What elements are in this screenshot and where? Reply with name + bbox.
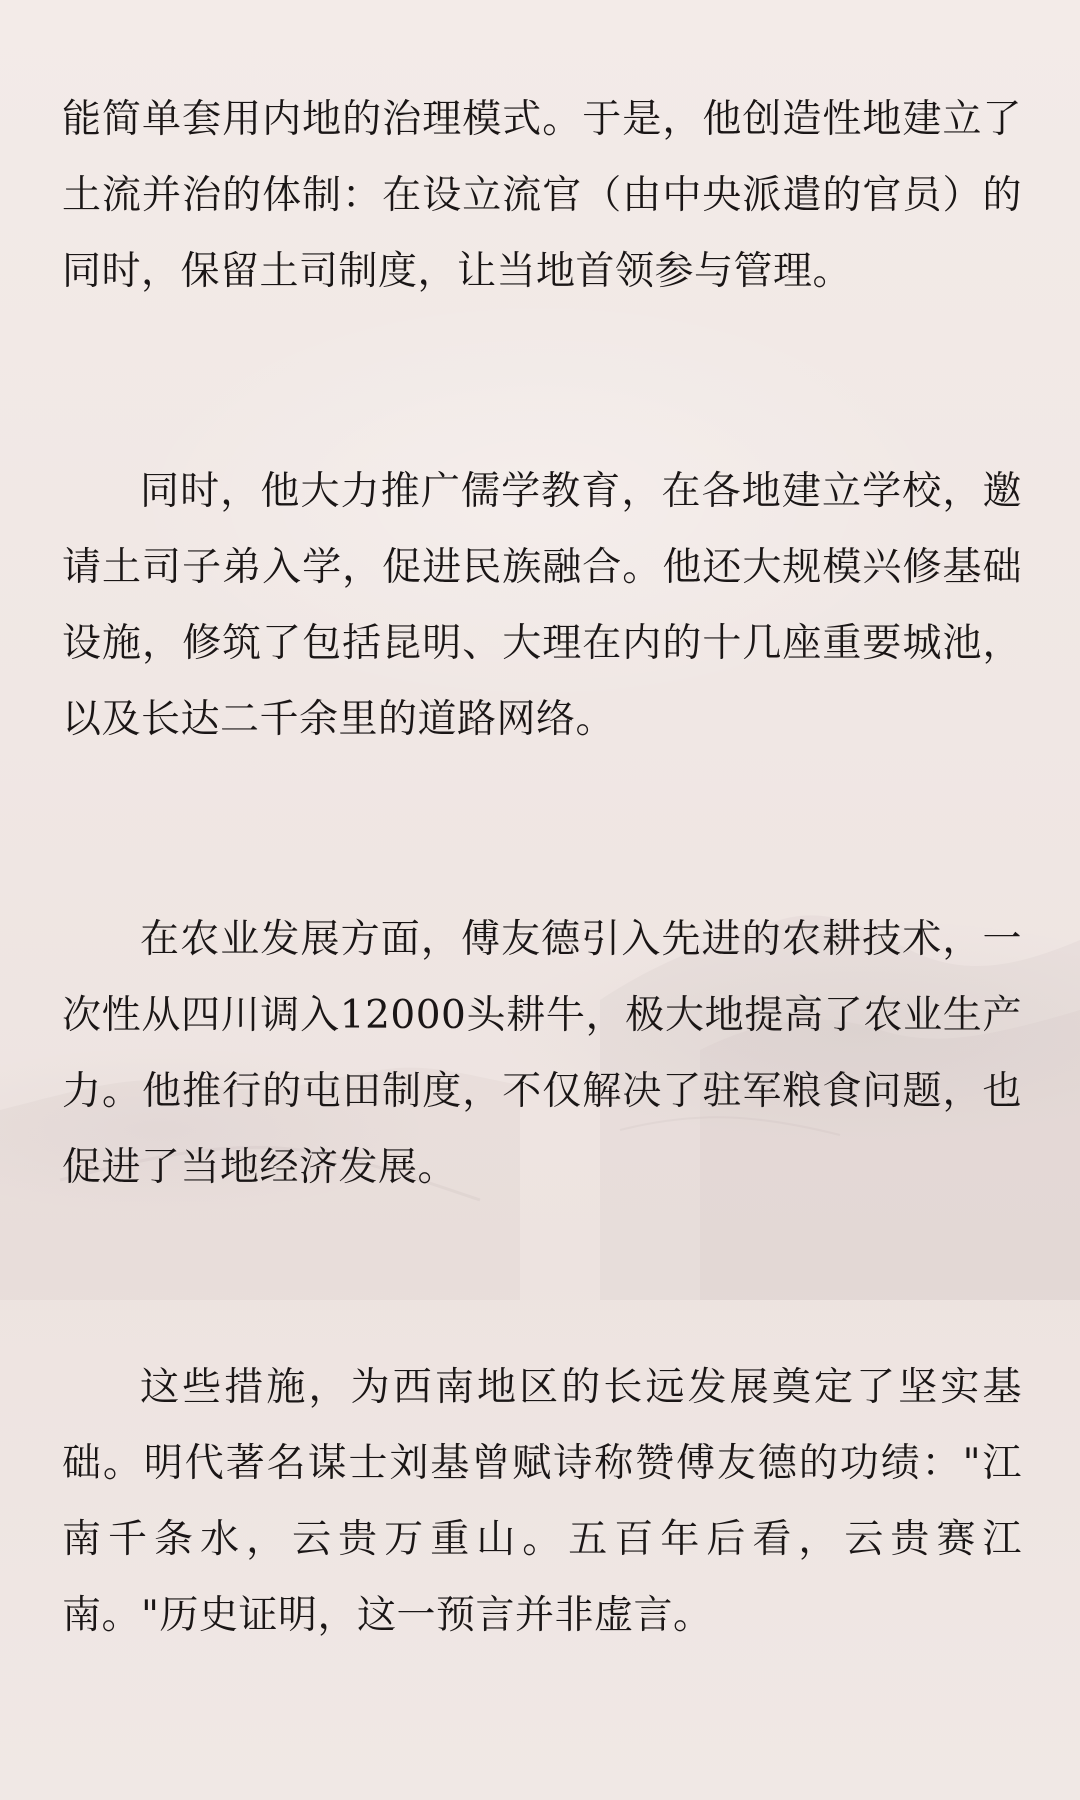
paragraph-gap (62, 310, 1022, 454)
paragraph-gap (62, 758, 1022, 902)
paragraph-legacy: 这些措施，为西南地区的长远发展奠定了坚实基础。明代著名谋士刘基曾赋诗称赞傅友德的功绩："江南千条水，云贵万重山。五百年后看，云贵赛江南。"历史证明，这一预言并非虚言。 (62, 1365, 1022, 1638)
paragraph-gap (62, 1206, 1022, 1350)
paragraph-agriculture: 在农业发展方面，傅友德引入先进的农耕技术，一次性从四川调入12000头耕牛，极大地提高了农业生产力。他推行的屯田制度，不仅解决了驻军粮食问题，也促进了当地经济发展。 (62, 917, 1022, 1190)
paragraph-governance: 能简单套用内地的治理模式。于是，他创造性地建立了土流并治的体制：在设立流官（由中央派遣的官员）的同时，保留土司制度，让当地首领参与管理。 (62, 97, 1022, 294)
paragraph-education-infrastructure: 同时，他大力推广儒学教育，在各地建立学校，邀请土司子弟入学，促进民族融合。他还大规模兴修基础设施，修筑了包括昆明、大理在内的十几座重要城池，以及长达二千余里的道路网络。 (62, 469, 1022, 742)
article-body (62, 82, 1022, 1654)
